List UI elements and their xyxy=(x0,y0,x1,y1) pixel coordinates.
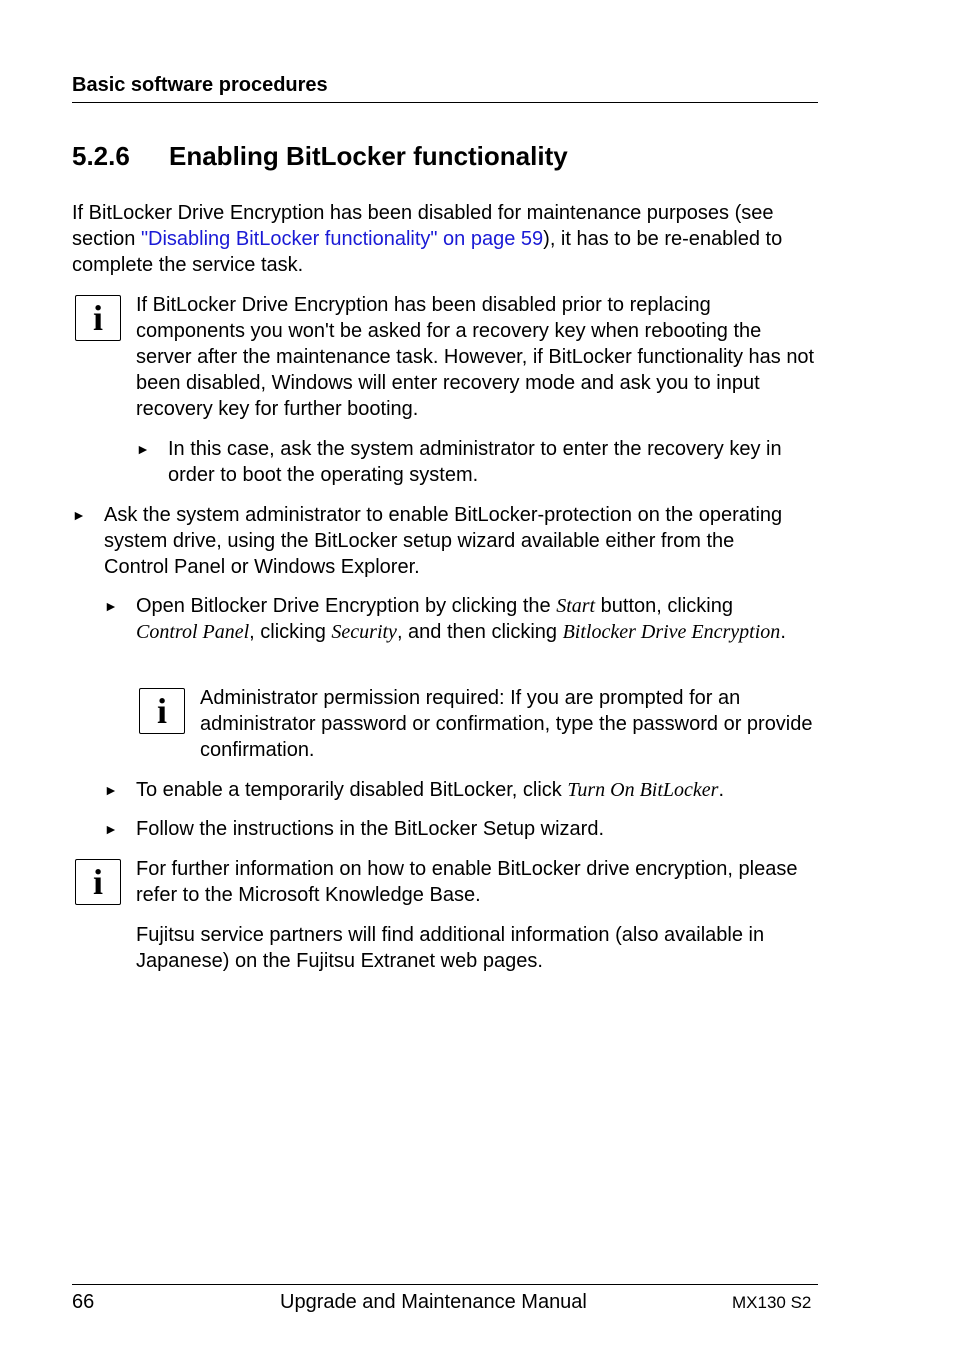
intro-paragraph xyxy=(72,200,818,278)
section-title: Enabling BitLocker functionality xyxy=(169,141,568,171)
note-step: In this case, ask the system administrator to enter the recovery key in order to boot the operating system. xyxy=(168,438,782,486)
header-rule xyxy=(72,102,818,103)
substep-text: , and then clicking xyxy=(396,621,563,643)
substep-text: . xyxy=(718,779,725,801)
model-name: MX130 S2 xyxy=(732,1293,812,1312)
substep-open-bitlocker xyxy=(136,593,818,645)
note-fujitsu-extranet: Fujitsu service partners will find additional information (also available in Japanese) on the Fujitsu Extranet web pages. xyxy=(136,924,765,972)
footer-rule xyxy=(72,1284,818,1285)
ui-term-bitlocker-drive-encryption: Bitlocker Drive Encryption xyxy=(562,621,781,643)
running-header: Basic software procedures xyxy=(72,74,328,96)
note-text: If BitLocker Drive Encryption has been disabled prior to replacing components you won't be asked for a recovery key when rebooting the server after the maintenance task. However, if BitLocker functionality has not been disabled, Windows will enter recovery mode and ask you to input recovery key for further booting. xyxy=(136,294,815,420)
manual-title: Upgrade and Maintenance Manual xyxy=(280,1291,587,1313)
ui-term-security: Security xyxy=(331,621,397,643)
note-admin-permission: Administrator permission required: If you are prompted for an administrator password or confirmation, type the password or provide confirmation. xyxy=(200,687,813,761)
info-icon: i xyxy=(139,688,185,734)
section-number: 5.2.6 xyxy=(72,141,130,171)
page-number: 66 xyxy=(72,1291,95,1313)
bullet-arrow-icon: ► xyxy=(104,598,118,614)
substep-text: . xyxy=(780,621,786,643)
note-knowledge-base: For further information on how to enable BitLocker drive encryption, please refer to the Microsoft Knowledge Base. xyxy=(136,858,798,906)
substep-text: , clicking xyxy=(249,621,332,643)
intro-text-after: ), it has to be re-enabled to complete the service task. xyxy=(72,228,783,276)
bullet-arrow-icon: ► xyxy=(136,441,150,457)
info-icon: i xyxy=(75,295,121,341)
bullet-arrow-icon: ► xyxy=(104,821,118,837)
bullet-arrow-icon: ► xyxy=(104,782,118,798)
main-step: Ask the system administrator to enable BitLocker-protection on the operating system drive, using the BitLocker setup wizard available either from the Control Panel or Windows Explorer. xyxy=(104,504,783,578)
ui-term-turn-on-bitlocker: Turn On BitLocker xyxy=(567,779,719,801)
disabling-bitlocker-link[interactable]: "Disabling BitLocker functionality" on page 59 xyxy=(140,228,544,250)
bullet-arrow-icon: ► xyxy=(72,507,86,523)
substep-follow-wizard: Follow the instructions in the BitLocker Setup wizard. xyxy=(136,818,604,840)
ui-term-control-panel: Control Panel xyxy=(136,621,250,643)
ui-term-start: Start xyxy=(556,595,596,617)
substep-text: Open Bitlocker Drive Encryption by clicking the xyxy=(136,595,557,617)
substep-text: button, clicking xyxy=(595,595,733,617)
substep-turn-on xyxy=(136,777,818,803)
substep-text: To enable a temporarily disabled BitLocker, click xyxy=(136,779,568,801)
info-icon: i xyxy=(75,859,121,905)
intro-text-before: If BitLocker Drive Encryption has been disabled for maintenance purposes (see section xyxy=(72,202,774,250)
